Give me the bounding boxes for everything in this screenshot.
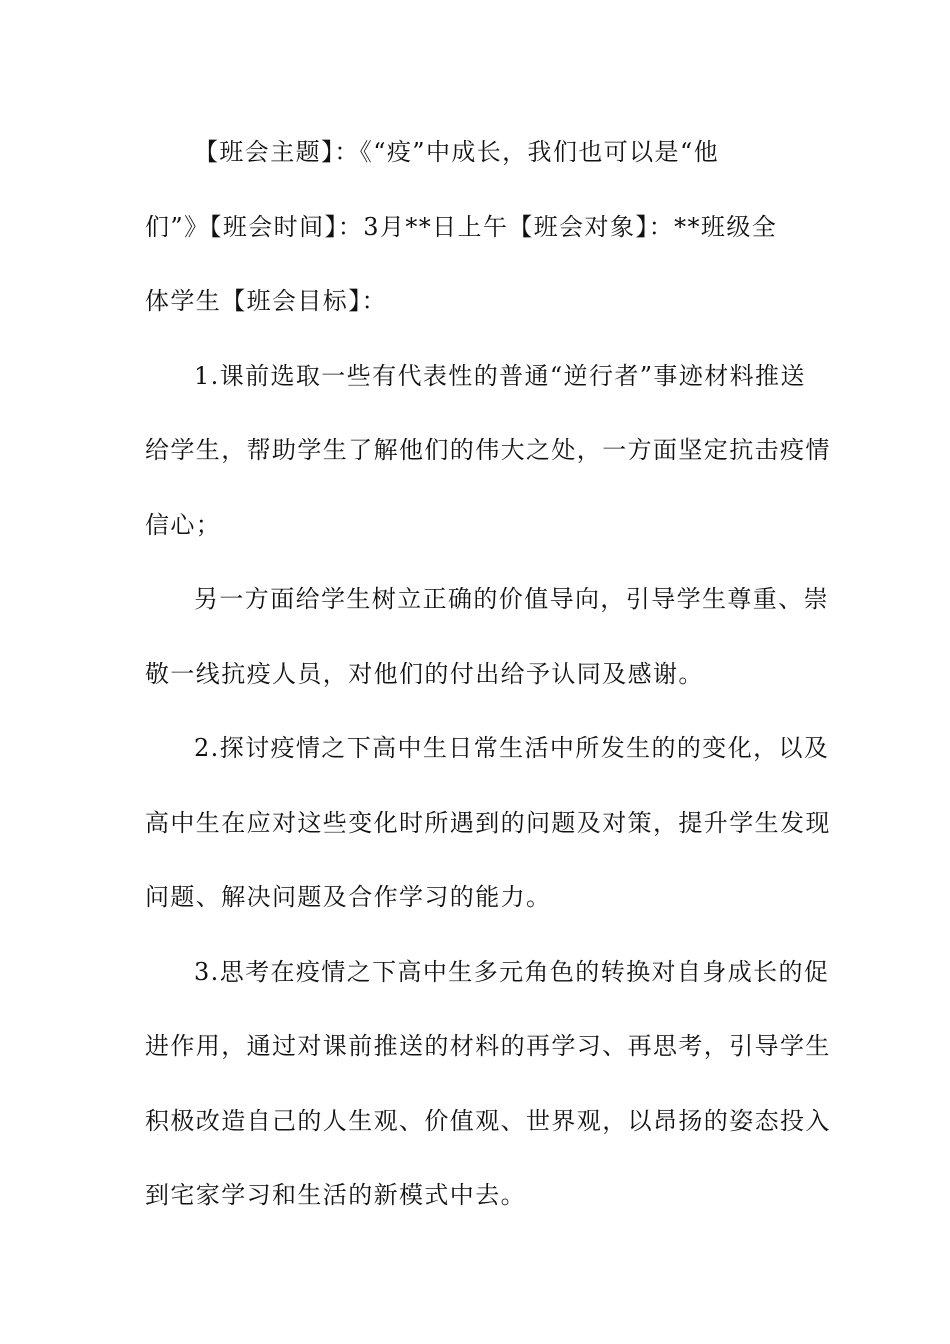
text-line-6: 信心； [145,510,222,539]
text-line-4: 1.课前选取一些有代表性的普通“逆行者”事迹材料推送 [194,361,806,390]
text-line-10: 高中生在应对这些变化时所遇到的问题及对策，提升学生发现 [145,808,831,837]
text-line-5: 给学生，帮助学生了解他们的伟大之处，一方面坚定抗击疫情 [145,436,831,464]
text-line-8: 敬一线抗疫人员，对他们的付出给予认同及感谢。 [145,659,704,688]
text-line-14: 积极改造自己的人生观、价值观、世界观，以昂扬的姿态投入 [145,1106,831,1135]
text-line-13: 进作用，通过对课前推送的材料的再学习、再思考，引导学生 [145,1032,831,1060]
text-line-11: 问题、解决问题及合作学习的能力。 [145,883,552,911]
text-line-9: 2.探讨疫情之下高中生日常生活中所发生的的变化，以及 [194,734,830,762]
text-line-15: 到宅家学习和生活的新模式中去。 [145,1181,526,1209]
text-line-2: 们”》【班会时间】：3月**日上午【班会对象】：**班级全 [145,212,778,241]
text-line-1: 【班会主题】：《“疫”中成长，我们也可以是“他 [194,138,720,166]
document-body [145,128,831,1246]
text-line-3: 体学生【班会目标】： [145,287,387,315]
text-line-12: 3.思考在疫情之下高中生多元角色的转换对自身成长的促 [194,957,830,986]
text-line-7: 另一方面给学生树立正确的价值导向，引导学生尊重、崇 [194,585,829,613]
